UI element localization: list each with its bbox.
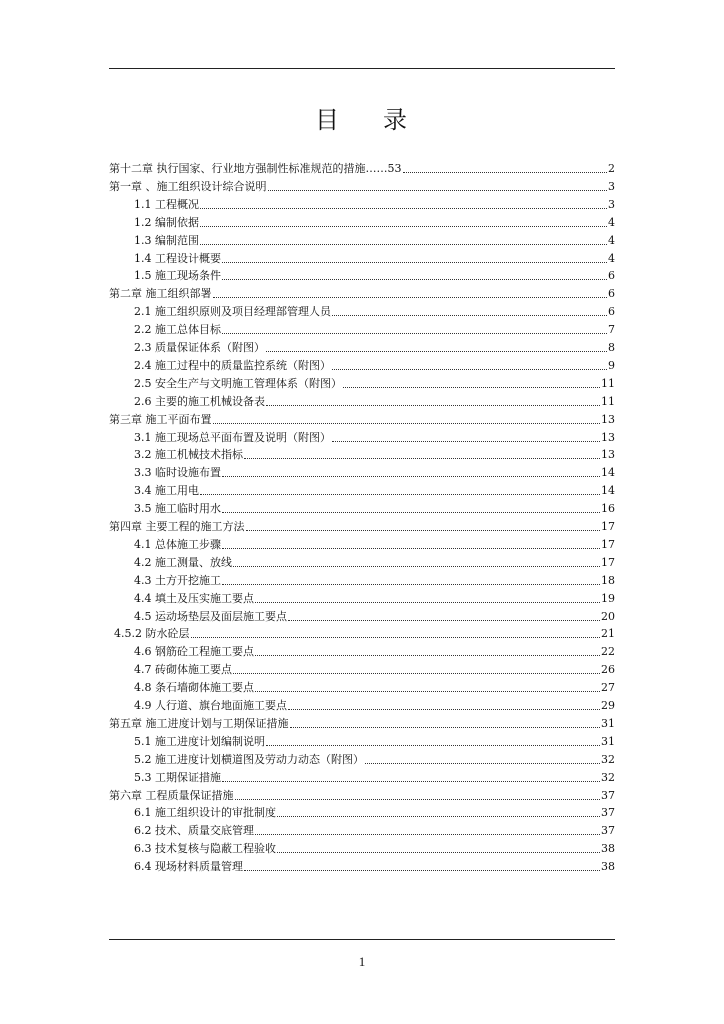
header-rule	[109, 68, 615, 69]
toc-entry-label: 6.4 现场材料质量管理	[134, 860, 243, 874]
toc-dot-leader	[222, 512, 600, 513]
toc-dot-leader	[244, 458, 600, 459]
toc-subentry[interactable]	[134, 319, 615, 337]
toc-entry-page: 31	[601, 716, 615, 730]
toc-dot-leader	[255, 691, 600, 692]
toc-entry-page: 17	[601, 537, 615, 551]
toc-entry-page: 7	[608, 323, 615, 337]
toc-entry-page: 38	[601, 860, 615, 874]
toc-entry-page: 2	[608, 162, 615, 175]
toc-subentry[interactable]	[134, 301, 615, 319]
toc-subentry[interactable]	[134, 731, 615, 749]
toc-entry-page: 6	[608, 269, 615, 283]
toc-dot-leader	[233, 566, 600, 567]
toc-dot-leader	[222, 476, 600, 477]
toc-entry-label: 第二章 施工组织部署	[109, 287, 212, 301]
toc-entry-page: 32	[601, 752, 615, 766]
toc-entry-page: 32	[601, 770, 615, 784]
toc-subentry[interactable]	[134, 641, 615, 659]
toc-dot-leader	[343, 387, 600, 388]
toc-subentry[interactable]	[134, 767, 615, 785]
toc-entry-label: 第六章 工程质量保证措施	[109, 788, 234, 802]
toc-entry-label: 第十二章 执行国家、行业地方强制性标准规范的措施……53	[109, 162, 402, 175]
toc-entry-label: 5.3 工期保证措施	[134, 770, 221, 784]
toc-entry-label: 5.1 施工进度计划编制说明	[134, 734, 265, 748]
toc-entry-page: 11	[601, 394, 615, 408]
toc-entry-label: 2.4 施工过程中的质量监控系统（附图）	[134, 358, 331, 372]
toc-entry-label: 1.1 工程概况	[134, 197, 199, 211]
toc-entry-page: 26	[601, 663, 615, 677]
toc-entry-label: 2.2 施工总体目标	[134, 323, 221, 337]
toc-subentry[interactable]	[134, 588, 615, 606]
toc-entry-page: 31	[601, 734, 615, 748]
toc-entry-page: 4	[608, 215, 615, 229]
toc-subentry[interactable]	[134, 606, 615, 624]
toc-entry-label: 2.6 主要的施工机械设备表	[134, 394, 265, 408]
toc-dot-leader	[266, 351, 607, 352]
toc-subentry[interactable]	[134, 427, 615, 445]
toc-subentry[interactable]	[134, 444, 615, 462]
toc-entry-page: 3	[608, 179, 615, 193]
toc-subentry[interactable]	[134, 838, 615, 856]
toc-entry-page: 18	[601, 573, 615, 587]
toc-entry-page: 13	[601, 412, 615, 426]
toc-entry-label: 3.5 施工临时用水	[134, 502, 221, 516]
toc-entry-label: 5.2 施工进度计划横道图及劳动力动态（附图）	[134, 752, 364, 766]
toc-subentry[interactable]	[134, 695, 615, 713]
toc-entry-label: 4.4 填土及压实施工要点	[134, 591, 254, 605]
toc-entry-page: 13	[601, 448, 615, 462]
toc-dot-leader	[332, 315, 607, 316]
toc-dot-leader	[255, 834, 600, 835]
toc-entry-label: 4.5.2 防水砼层	[114, 627, 190, 641]
toc-subentry[interactable]	[134, 749, 615, 767]
toc-dot-leader	[222, 333, 607, 334]
toc-dot-leader	[365, 763, 600, 764]
toc-entry-label: 2.3 质量保证体系（附图）	[134, 341, 265, 354]
toc-chapter-entry[interactable]	[109, 713, 615, 731]
toc-entry-label: 3.1 施工现场总平面布置及说明（附图）	[134, 430, 331, 444]
toc-subentry[interactable]	[134, 659, 615, 677]
toc-chapter-entry[interactable]	[109, 158, 615, 176]
toc-entry-page: 17	[601, 555, 615, 569]
toc-entry-label: 6.2 技术、质量交底管理	[134, 824, 254, 838]
toc-chapter-entry[interactable]	[114, 623, 615, 641]
toc-subentry[interactable]	[134, 820, 615, 838]
toc-entry-label: 第三章 施工平面布置	[109, 412, 212, 426]
toc-subentry[interactable]	[134, 462, 615, 480]
toc-chapter-entry[interactable]	[109, 176, 615, 194]
toc-dot-leader	[277, 852, 600, 853]
toc-dot-leader	[222, 279, 607, 280]
toc-entry-page: 6	[608, 305, 615, 319]
toc-entry-page: 19	[601, 591, 615, 605]
toc-entry-page: 37	[601, 824, 615, 838]
toc-dot-leader	[255, 602, 600, 603]
toc-entry-label: 4.5 运动场垫层及面层施工要点	[134, 609, 287, 623]
toc-entry-page: 14	[601, 466, 615, 480]
toc-entry-page: 17	[601, 520, 615, 533]
toc-entry-page: 38	[601, 842, 615, 856]
toc-subentry[interactable]	[134, 373, 615, 391]
toc-entry-label: 4.9 人行道、旗台地面施工要点	[134, 699, 287, 712]
toc-chapter-entry[interactable]	[109, 785, 615, 803]
toc-entry-label: 6.3 技术复核与隐蔽工程验收	[134, 842, 276, 856]
toc-entry-page: 4	[608, 251, 615, 265]
toc-entry-page: 20	[601, 609, 615, 623]
toc-subentry[interactable]	[134, 391, 615, 409]
toc-subentry[interactable]	[134, 498, 615, 516]
toc-entry-label: 4.7 砖砌体施工要点	[134, 663, 232, 677]
toc-dot-leader	[200, 208, 607, 209]
toc-entry-label: 4.3 土方开挖施工	[134, 573, 221, 587]
toc-dot-leader	[288, 709, 600, 710]
toc-dot-leader	[246, 530, 601, 531]
toc-entry-page: 14	[601, 484, 615, 498]
toc-chapter-entry[interactable]	[109, 409, 615, 427]
toc-entry-label: 1.3 编制范围	[134, 233, 199, 247]
toc-dot-leader	[332, 369, 607, 370]
toc-entry-label: 4.8 条石墙砌体施工要点	[134, 681, 254, 695]
toc-dot-leader	[235, 799, 601, 800]
toc-entry-label: 3.2 施工机械技术指标	[134, 448, 243, 462]
toc-dot-leader	[222, 781, 600, 782]
toc-entry-page: 37	[601, 788, 615, 802]
toc-entry-page: 27	[601, 681, 615, 695]
toc-subentry[interactable]	[134, 337, 615, 355]
toc-entry-label: 1.5 施工现场条件	[134, 269, 221, 283]
toc-subentry[interactable]	[134, 265, 615, 283]
toc-entry-label: 4.2 施工测量、放线	[134, 555, 232, 569]
toc-entry-label: 4.6 钢筋砼工程施工要点	[134, 645, 254, 659]
toc-entry-page: 8	[608, 341, 615, 354]
toc-dot-leader	[277, 816, 600, 817]
toc-subentry[interactable]	[134, 212, 615, 230]
toc-subentry[interactable]	[134, 230, 615, 248]
title-char-1: 目	[315, 106, 341, 134]
toc-chapter-entry[interactable]	[109, 283, 615, 301]
toc-entry-page: 11	[601, 376, 615, 390]
toc-subentry[interactable]	[134, 534, 615, 552]
toc-entry-label: 6.1 施工组织设计的审批制度	[134, 806, 276, 820]
toc-dot-leader	[222, 584, 600, 585]
toc-entry-label: 第四章 主要工程的施工方法	[109, 520, 245, 533]
toc-entry-label: 1.2 编制依据	[134, 215, 199, 229]
toc-entry-label: 3.3 临时设施布置	[134, 466, 221, 480]
toc-subentry[interactable]	[134, 677, 615, 695]
toc-subentry[interactable]	[134, 552, 615, 570]
toc-dot-leader	[233, 673, 600, 674]
toc-subentry[interactable]	[134, 248, 615, 266]
toc-dot-leader	[288, 620, 600, 621]
toc-entry-page: 16	[601, 502, 615, 516]
toc-entry-page: 3	[608, 197, 615, 211]
toc-dot-leader	[290, 727, 601, 728]
toc-entry-label: 1.4 工程设计概要	[134, 251, 221, 265]
toc-subentry[interactable]	[134, 570, 615, 588]
toc-dot-leader	[266, 405, 600, 406]
toc-dot-leader	[222, 262, 607, 263]
toc-dot-leader	[222, 548, 600, 549]
toc-subentry[interactable]	[134, 802, 615, 820]
toc-dot-leader	[200, 226, 607, 227]
toc-entry-page: 13	[601, 430, 615, 444]
toc-entry-label: 3.4 施工用电	[134, 484, 199, 498]
toc-entry-label: 2.1 施工组织原则及项目经理部管理人员	[134, 305, 331, 319]
toc-entry-page: 6	[608, 287, 615, 301]
toc-entry-page: 29	[601, 699, 615, 712]
toc-chapter-entry[interactable]	[109, 516, 615, 534]
toc-dot-leader	[255, 655, 600, 656]
toc-entry-page: 21	[601, 627, 615, 641]
footer-rule	[109, 939, 615, 940]
toc-dot-leader	[200, 244, 607, 245]
toc-dot-leader	[403, 172, 608, 173]
toc-dot-leader	[213, 423, 601, 424]
footer-page-number: 1	[358, 954, 366, 969]
toc-dot-leader	[213, 297, 608, 298]
toc-entry-label: 第五章 施工进度计划与工期保证措施	[109, 716, 289, 730]
toc-dot-leader	[191, 637, 601, 638]
toc-entry-label: 4.1 总体施工步骤	[134, 537, 221, 551]
toc-dot-leader	[332, 441, 600, 442]
toc-dot-leader	[268, 190, 608, 191]
toc-entry-label: 2.5 安全生产与文明施工管理体系（附图）	[134, 376, 342, 390]
toc-entry-page: 37	[601, 806, 615, 820]
toc-dot-leader	[200, 494, 600, 495]
toc-subentry[interactable]	[134, 480, 615, 498]
toc-subentry[interactable]	[134, 194, 615, 212]
toc-subentry[interactable]	[134, 856, 615, 874]
toc-dot-leader	[244, 870, 600, 871]
toc-entry-label: 第一章 、施工组织设计综合说明	[109, 179, 267, 193]
toc-dot-leader	[266, 745, 600, 746]
title-char-2: 录	[383, 106, 409, 134]
toc-entry-page: 22	[601, 645, 615, 659]
toc-subentry[interactable]	[134, 355, 615, 373]
toc-entry-page: 4	[608, 233, 615, 247]
toc-entry-page: 9	[608, 358, 615, 372]
page-title	[0, 100, 724, 135]
